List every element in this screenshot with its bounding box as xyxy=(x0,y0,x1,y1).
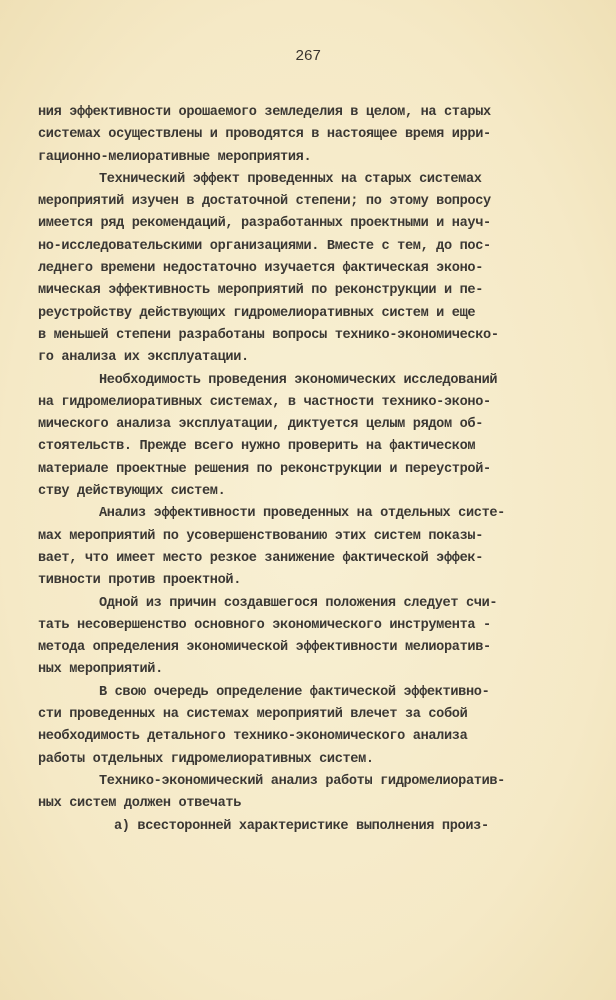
text-line: мероприятий изучен в достаточной степени; по этому вопросу xyxy=(38,194,491,210)
text-line: вает, что имеет место резкое занижение фактической эффек- xyxy=(38,550,484,566)
text-line: необходимость детального технико-экономического анализа xyxy=(38,729,468,745)
paragraph xyxy=(38,682,598,771)
body-text xyxy=(38,102,598,838)
text-line: ных мероприятий. xyxy=(38,662,163,678)
text-line: ных систем должен отвечать xyxy=(38,796,241,812)
text-line: но-исследовательскими организациями. Вместе с тем, до пос- xyxy=(38,238,491,254)
paragraph xyxy=(38,169,598,370)
text-line: сти проведенных на системах мероприятий влечет за собой xyxy=(38,707,468,723)
text-line: мах мероприятий по усовершенствованию этих систем показы- xyxy=(38,528,484,544)
text-line: тивности против проектной. xyxy=(38,573,241,589)
text-line: леднего времени недостаточно изучается фактическая эконо- xyxy=(38,261,484,277)
text-line: мического анализа эксплуатации, диктуется целым рядом об- xyxy=(38,417,484,433)
text-line: ству действующих систем. xyxy=(38,484,226,500)
text-line: Технический эффект проведенных на старых системах xyxy=(99,171,482,187)
text-line: стоятельств. Прежде всего нужно проверить на фактическом xyxy=(38,439,476,455)
text-line: В свою очередь определение фактической эффективно- xyxy=(99,684,490,700)
paragraph xyxy=(38,593,598,682)
text-line: реустройству действующих гидромелиоративных систем и еще xyxy=(38,305,476,321)
text-line: мическая эффективность мероприятий по реконструкции и пе- xyxy=(38,283,484,299)
paragraph xyxy=(38,503,598,592)
text-line: гационно-мелиоративные мероприятия. xyxy=(38,149,312,165)
text-line: Анализ эффективности проведенных на отдельных систе- xyxy=(99,506,505,522)
paragraph xyxy=(38,102,598,169)
paragraph xyxy=(38,370,598,504)
text-line: Технико-экономический анализ работы гидромелиоратив- xyxy=(99,773,505,789)
text-line: Необходимость проведения экономических исследований xyxy=(99,372,498,388)
text-line: в меньшей степени разработаны вопросы технико-экономическо- xyxy=(38,327,499,343)
list-item xyxy=(38,816,598,838)
text-line: го анализа их эксплуатации. xyxy=(38,350,249,366)
text-line: а) всесторонней характеристике выполнения произ- xyxy=(114,818,489,834)
text-line: на гидромелиоративных системах, в частности технико-эконо- xyxy=(38,394,491,410)
paragraph xyxy=(38,771,598,816)
text-line: метода определения экономической эффективности мелиоратив- xyxy=(38,640,491,656)
text-line: работы отдельных гидромелиоративных систем. xyxy=(38,751,374,767)
text-line: имеется ряд рекомендаций, разработанных проектными и науч- xyxy=(38,216,491,232)
text-line: Одной из причин создавшегося положения следует счи- xyxy=(99,595,498,611)
text-line: тать несовершенство основного экономического инструмента - xyxy=(38,617,491,633)
text-line: ния эффективности орошаемого земледелия в целом, на старых xyxy=(38,105,491,120)
page-number: 267 xyxy=(295,48,321,65)
text-line: материале проектные решения по реконструкции и переустрой- xyxy=(38,461,491,477)
text-line: системах осуществлены и проводятся в настоящее время ирри- xyxy=(38,127,491,143)
